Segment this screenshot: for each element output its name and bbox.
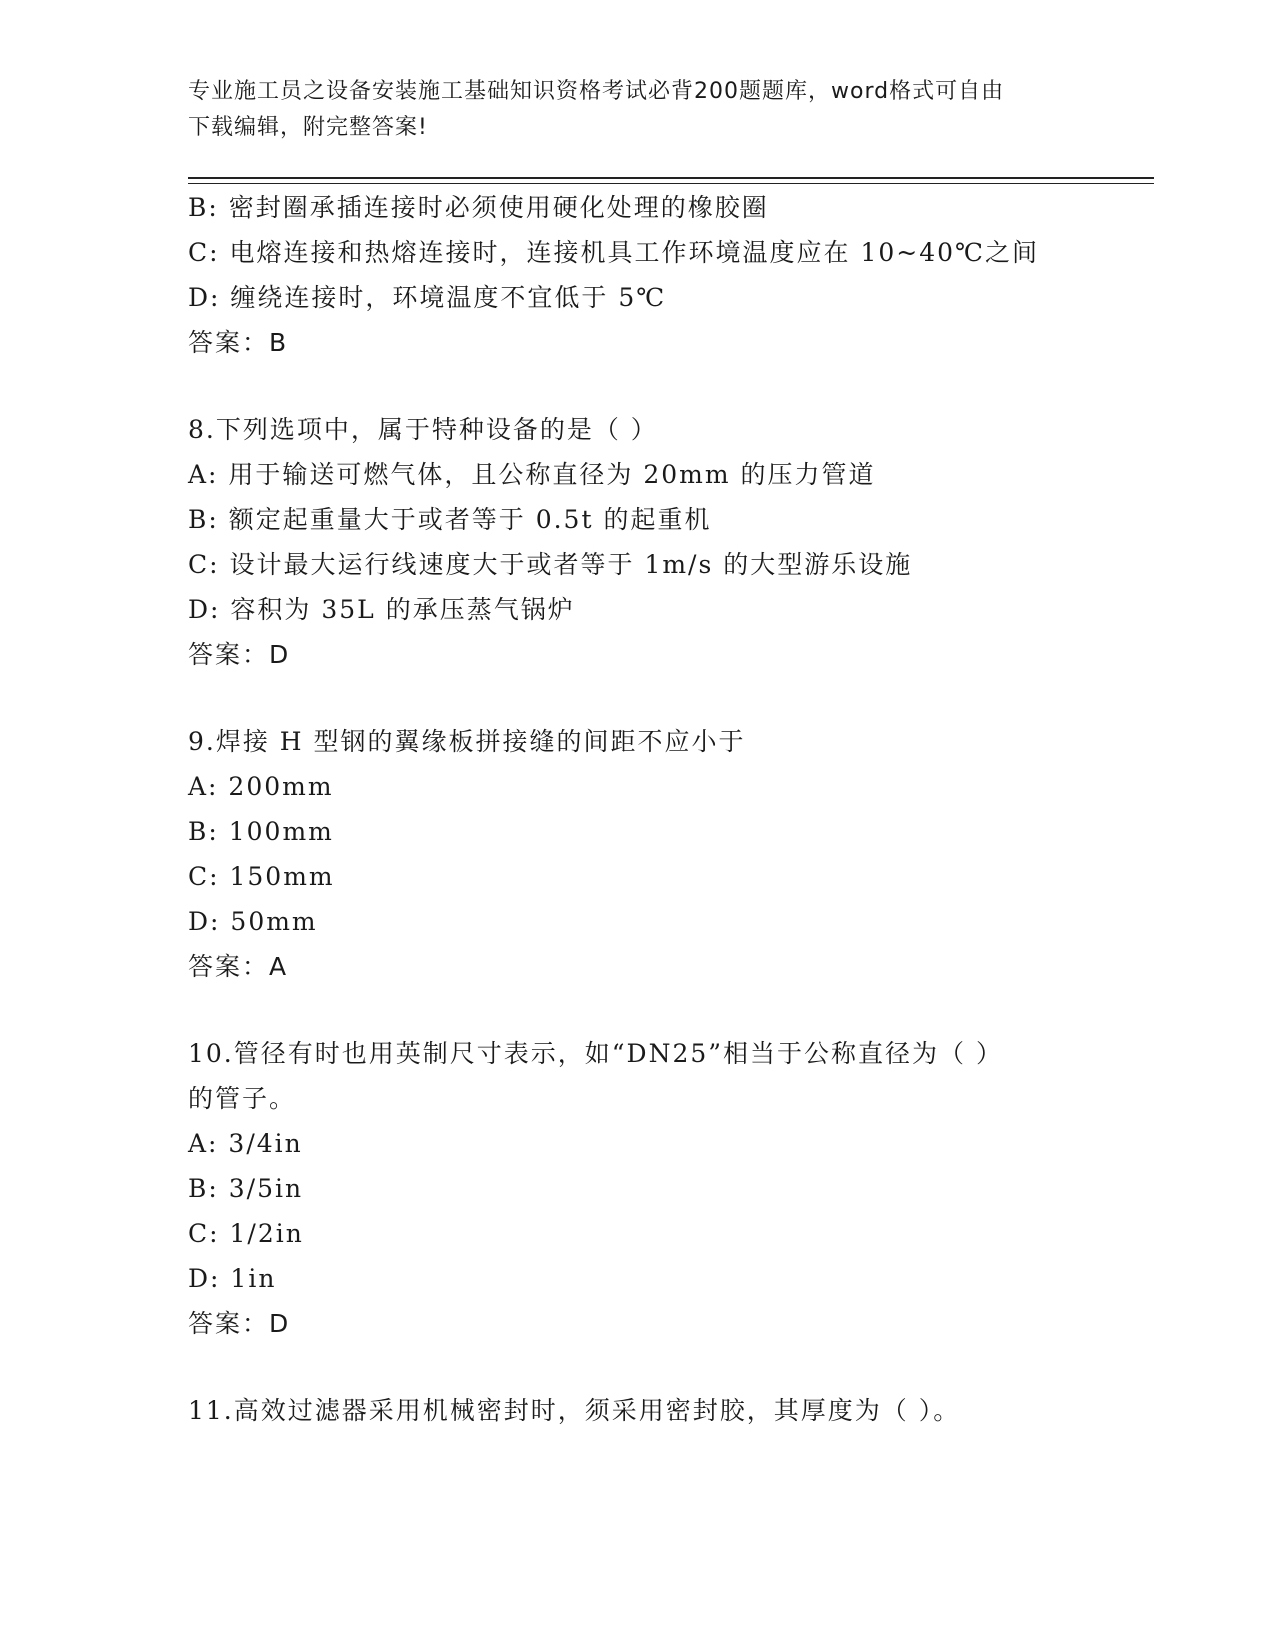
q9-option-c: C: 150mm xyxy=(188,862,335,891)
header-line-1: 专业施工员之设备安装施工基础知识资格考试必背200题题库，word格式可自由 xyxy=(188,79,1005,104)
header-line-2: 下载编辑，附完整答案! xyxy=(188,115,428,140)
q9-answer: 答案：A xyxy=(188,952,289,981)
q8-question: 8.下列选项中，属于特种设备的是（ ） xyxy=(188,415,658,444)
document-header xyxy=(188,74,1068,146)
header-divider-thin xyxy=(188,183,1154,184)
q9-option-b: B: 100mm xyxy=(188,817,334,846)
q8-option-b: B: 额定起重量大于或者等于 0.5t 的起重机 xyxy=(188,505,712,534)
q8-option-a: A: 用于输送可燃气体，且公称直径为 20mm 的压力管道 xyxy=(188,460,876,489)
q10-option-d: D: 1in xyxy=(188,1264,277,1293)
q8-option-c: C: 设计最大运行线速度大于或者等于 1m/s 的大型游乐设施 xyxy=(188,550,913,579)
q9-option-d: D: 50mm xyxy=(188,907,318,936)
header-divider-thick xyxy=(188,177,1154,179)
q10-answer: 答案：D xyxy=(188,1309,291,1338)
q8-option-d: D: 容积为 35L 的承压蒸气锅炉 xyxy=(188,595,575,624)
q10-option-a: A: 3/4in xyxy=(188,1129,303,1158)
q10-option-b: B: 3/5in xyxy=(188,1174,304,1203)
q10-question-line-1: 10.管径有时也用英制尺寸表示，如“DN25”相当于公称直径为（ ） xyxy=(188,1039,1003,1068)
q8-answer: 答案：D xyxy=(188,640,291,669)
q9-question: 9.焊接 H 型钢的翼缘板拼接缝的间距不应小于 xyxy=(188,727,746,756)
q11-question: 11.高效过滤器采用机械密封时，须采用密封胶，其厚度为（ ）。 xyxy=(188,1396,961,1425)
q7-option-c: C: 电熔连接和热熔连接时，连接机具工作环境温度应在 10~40℃之间 xyxy=(188,238,1039,267)
q7-option-d: D: 缠绕连接时，环境温度不宜低于 5℃ xyxy=(188,283,667,312)
q10-option-c: C: 1/2in xyxy=(188,1219,304,1248)
q9-option-a: A: 200mm xyxy=(188,772,334,801)
q7-answer: 答案：B xyxy=(188,328,289,357)
q10-question-line-2: 的管子。 xyxy=(188,1084,297,1113)
q7-option-b: B: 密封圈承插连接时必须使用硬化处理的橡胶圈 xyxy=(188,193,769,222)
